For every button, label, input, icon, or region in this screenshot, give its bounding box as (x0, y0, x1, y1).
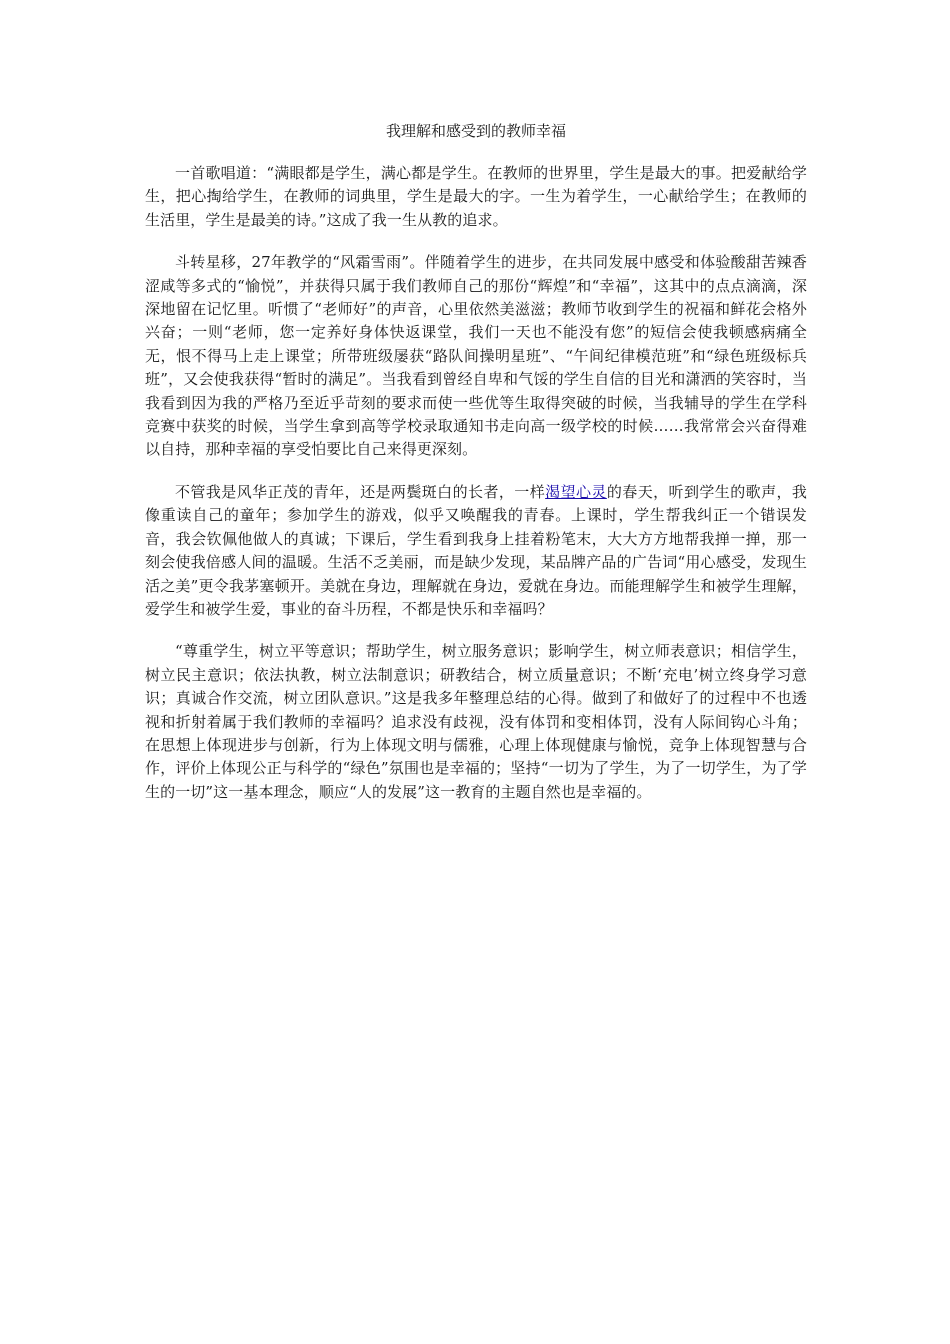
paragraph-2: 斗转星移，27年教学的“风霜雪雨”。伴随着学生的进步，在共同发展中感受和体验酸甜苦辣香涩咸等多式的“愉悦”，并获得只属于我们教师自己的那份“辉煌”和“幸福”，这其中的点点滴滴，深深地留在记忆里。听惯了“老师好”的声音，心里依然美滋滋；教师节收到学生的祝福和鲜花会格外兴奋；一则“老师，您一定养好身体快返课堂，我们一天也不能没有您”的短信会使我顿感病痛全无，恨不得马上走上课堂；所带班级屡获“路队间操明星班”、“午间纪律模范班”和“绿色班级标兵班”，又会使我获得“暂时的满足”。当我看到曾经自卑和气馁的学生自信的目光和潇洒的笑容时，当我看到因为我的严格乃至近乎苛刻的要求而使一些优等生取得突破的时候，当我辅导的学生在学科竞赛中获奖的时候，当学生拿到高等学校录取通知书走向高一级学校的时候……我常常会兴奋得难以自持，那种幸福的享受怕要比自己来得更深刻。 (145, 253, 807, 459)
paragraph-3 (145, 481, 807, 621)
paragraph-3-text-after-link: 的春天，听到学生的歌声，我像重读自己的童年；参加学生的游戏，似乎又唤醒我的青春。上课时，学生帮我纠正一个错误发音，我会钦佩他做人的真诚；下课后，学生看到我身上挂着粉笔末，大大方方地帮我掸一掸，那一刻会使我倍感人间的温暖。生活不乏美丽，而是缺少发现，某品牌产品的广告词“用心感受，发现生活之美”更令我茅塞顿开。美就在身边，理解就在身边，爱就在身边。而能理解学生和被学生理解，爱学生和被学生爱，事业的奋斗历程，不都是快乐和幸福吗？ (145, 482, 808, 618)
document-page (145, 120, 807, 823)
document-title: 我理解和感受到的教师幸福 (385, 122, 566, 140)
paragraph-3-text-before-link: 不管我是风华正茂的青年，还是两鬓斑白的长者，一样 (175, 482, 546, 501)
keyword-link[interactable]: 渴望心灵 (545, 482, 607, 501)
paragraph-4: “尊重学生，树立平等意识；帮助学生，树立服务意识；影响学生，树立师表意识；相信学生，树立民主意识；依法执教，树立法制意识；研教结合，树立质量意识；不断‘充电’树立终身学习意识；真诚合作交流，树立团队意识。”这是我多年整理总结的心得。做到了和做好了的过程中不也透视和折射着属于我们教师的幸福吗？追求没有歧视，没有体罚和变相体罚，没有人际间钩心斗角；在思想上体现进步与创新，行为上体现文明与儒雅，心理上体现健康与愉悦，竞争上体现智慧与合作，评价上体现公正与科学的“绿色”氛围也是幸福的；坚持“一切为了学生，为了一切学生，为了学生的一切”这一基本理念，顺应“人的发展”这一教育的主题自然也是幸福的。 (145, 642, 807, 801)
paragraph-1: 一首歌唱道：“满眼都是学生，满心都是学生。在教师的世界里，学生是最大的事。把爱献给学生，把心掏给学生，在教师的词典里，学生是最大的字。一生为着学生，一心献给学生；在教师的生活里，学生是最美的诗。”这成了我一生从教的追求。 (145, 164, 807, 229)
